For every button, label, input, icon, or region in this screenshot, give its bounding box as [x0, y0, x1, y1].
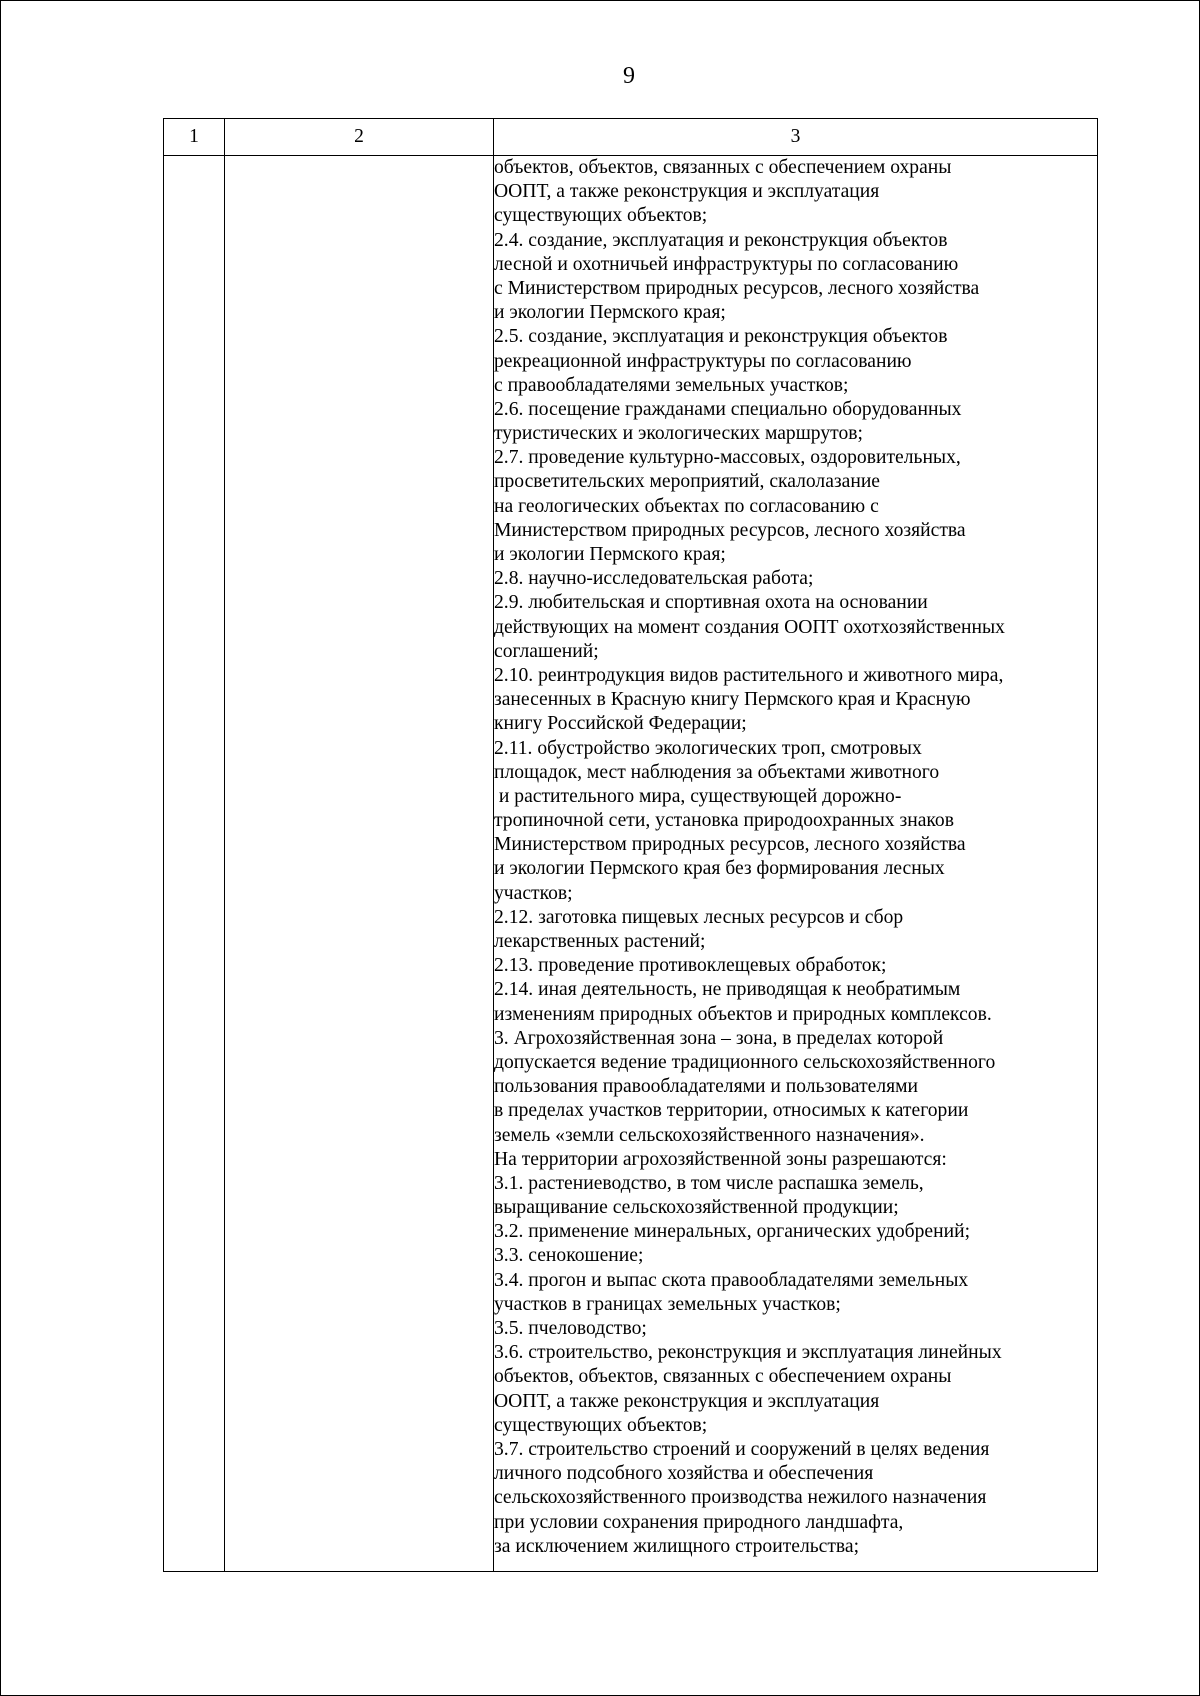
- text-line: 2.12. заготовка пищевых лесных ресурсов и сбор: [494, 906, 904, 928]
- text-line: тропиночной сети, установка природоохранных знаков: [494, 810, 954, 832]
- page-number: 9: [623, 63, 635, 89]
- column-header-1: 1: [164, 119, 225, 156]
- text-line: 3.6. строительство, реконструкция и эксплуатация линейных: [494, 1342, 1002, 1364]
- text-line: лесной и охотничьей инфраструктуры по согласованию: [494, 253, 959, 275]
- zone-regulations-text: [494, 156, 1097, 1559]
- text-line: 2.9. любительская и спортивная охота на основании: [494, 592, 928, 614]
- cell-column-1: [164, 156, 225, 1572]
- text-line: существующих объектов;: [494, 1414, 708, 1436]
- column-header-2: 2: [225, 119, 494, 156]
- text-line: 2.5. создание, эксплуатация и реконструкция объектов: [494, 326, 948, 348]
- text-line: 3.2. применение минеральных, органических удобрений;: [494, 1221, 971, 1243]
- text-line: 2.10. реинтродукция видов растительного и животного мира,: [494, 664, 1004, 686]
- text-line: и экологии Пермского края;: [494, 544, 726, 565]
- text-line: 2.7. проведение культурно-массовых, оздоровительных,: [494, 447, 961, 469]
- table-row: [164, 156, 1098, 1572]
- cell-column-3: [494, 156, 1098, 1572]
- text-line: Министерством природных ресурсов, лесного хозяйства: [494, 834, 966, 856]
- text-line: ООПТ, а также реконструкция и эксплуатация: [494, 1390, 880, 1412]
- text-line: туристических и экологических маршрутов;: [494, 423, 863, 445]
- text-line: 3. Агрохозяйственная зона – зона, в пределах которой: [494, 1027, 944, 1049]
- text-line: книгу Российской Федерации;: [494, 713, 747, 735]
- cell-column-2: [225, 156, 494, 1572]
- text-line: пользования правообладателями и пользователями: [494, 1076, 919, 1098]
- text-line: сельскохозяйственного производства нежилого назначения: [494, 1487, 987, 1509]
- text-line: 3.5. пчеловодство;: [494, 1318, 647, 1339]
- text-line: занесенных в Красную книгу Пермского края и Красную: [494, 689, 971, 711]
- text-line: На территории агрохозяйственной зоны разрешаются:: [494, 1148, 947, 1170]
- table-header-row: [164, 119, 1098, 156]
- text-line: допускается ведение традиционного сельскохозяйственного: [494, 1051, 996, 1073]
- text-line: на геологических объектах по согласованию с: [494, 495, 879, 517]
- text-line: Министерством природных ресурсов, лесного хозяйства: [494, 519, 966, 541]
- text-line: участков;: [494, 882, 573, 904]
- text-line: существующих объектов;: [494, 205, 708, 227]
- text-line: с Министерством природных ресурсов, лесного хозяйства: [494, 277, 980, 299]
- text-line: 2.14. иная деятельность, не приводящая к необратимым: [494, 979, 961, 1001]
- text-line: выращивание сельскохозяйственной продукции;: [494, 1197, 899, 1219]
- text-line: в пределах участков территории, относимых к категории: [494, 1100, 969, 1122]
- text-line: личного подсобного хозяйства и обеспечения: [494, 1463, 874, 1485]
- text-line: 3.3. сенокошение;: [494, 1245, 644, 1267]
- text-line: лекарственных растений;: [494, 931, 706, 952]
- text-line: и экологии Пермского края;: [494, 302, 726, 324]
- text-line: изменениям природных объектов и природных комплексов.: [494, 1003, 992, 1025]
- text-line: участков в границах земельных участков;: [494, 1293, 841, 1315]
- text-line: площадок, мест наблюдения за объектами животного: [494, 761, 940, 783]
- text-line: и экологии Пермского края без формирования лесных: [494, 858, 945, 880]
- text-line: 2.13. проведение противоклещевых обработок;: [494, 955, 887, 977]
- text-line: земель «земли сельскохозяйственного назначения».: [494, 1124, 925, 1146]
- text-line: просветительских мероприятий, скалолазание: [494, 471, 881, 493]
- text-line: и растительного мира, существующей дорожно-: [494, 785, 902, 807]
- text-line: объектов, объектов, связанных с обеспечением охраны: [494, 1366, 952, 1388]
- column-header-3: 3: [494, 119, 1098, 156]
- text-line: за исключением жилищного строительства;: [494, 1535, 860, 1557]
- text-line: соглашений;: [494, 640, 599, 662]
- text-line: 2.8. научно-исследовательская работа;: [494, 568, 814, 590]
- text-line: при условии сохранения природного ландшафта,: [494, 1511, 904, 1533]
- text-line: с правообладателями земельных участков;: [494, 374, 849, 396]
- text-line: 2.11. обустройство экологических троп, смотровых: [494, 737, 922, 759]
- text-line: 3.4. прогон и выпас скота правообладателями земельных: [494, 1269, 969, 1291]
- text-line: рекреационной инфраструктуры по согласованию: [494, 350, 912, 372]
- text-line: ООПТ, а также реконструкция и эксплуатация: [494, 181, 880, 203]
- text-line: 2.6. посещение гражданами специально оборудованных: [494, 398, 962, 420]
- regulation-table: [163, 118, 1098, 1572]
- text-line: объектов, объектов, связанных с обеспечением охраны: [494, 157, 952, 178]
- text-line: 3.7. строительство строений и сооружений в целях ведения: [494, 1438, 990, 1460]
- text-line: 2.4. создание, эксплуатация и реконструкция объектов: [494, 229, 948, 251]
- text-line: 3.1. растениеводство, в том числе распашка земель,: [494, 1172, 924, 1194]
- text-line: действующих на момент создания ООПТ охотхозяйственных: [494, 616, 1005, 638]
